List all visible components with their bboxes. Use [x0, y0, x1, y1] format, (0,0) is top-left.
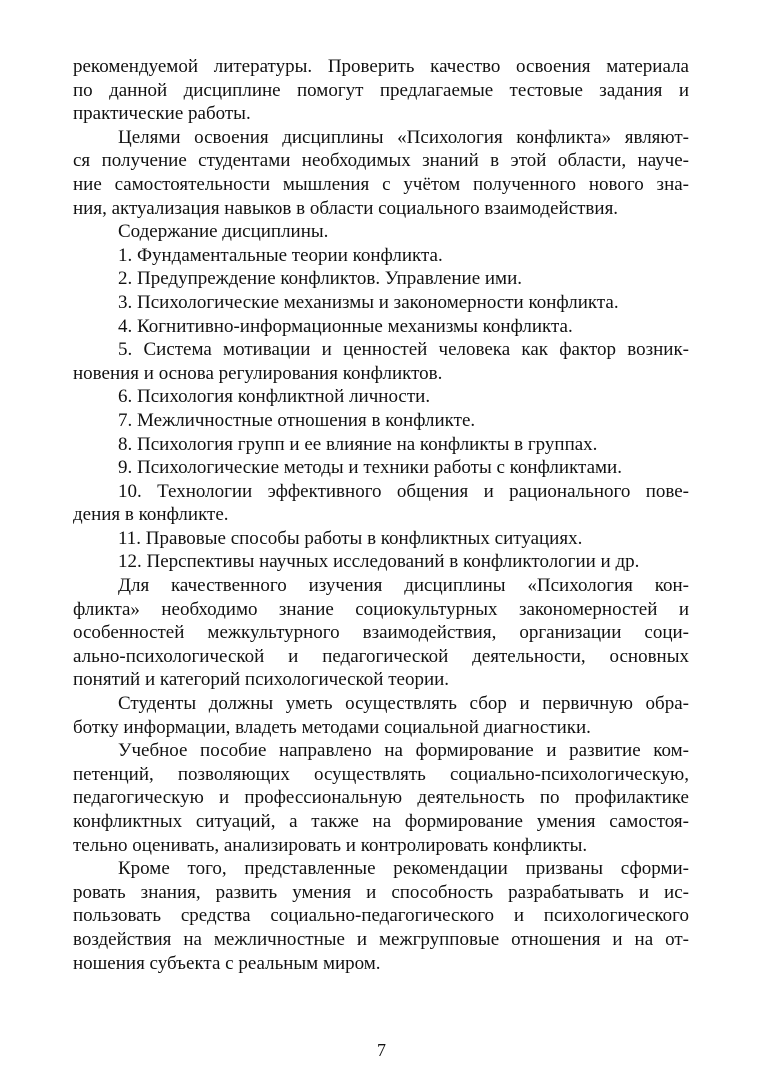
list-item [73, 291, 689, 315]
text-line: рекомендуемой литературы. Проверить качество освоения материала [73, 56, 689, 77]
text-line: 3. Психологические механизмы и закономерности конфликта. [118, 291, 619, 313]
text-line: ботку информации, владеть методами социальной диагностики. [73, 716, 591, 738]
text-line: 9. Психологические методы и техники работы с конфликтами. [118, 457, 622, 479]
page-number: 7 [377, 1040, 386, 1060]
text-line: ально-психологической и педагогической деятельности, основных [73, 645, 689, 667]
text-line: 10. Технологии эффективного общения и рационального пове- [118, 480, 689, 502]
list-item [73, 456, 689, 480]
text-line: петенций, позволяющих осуществлять социально-психологическую, [73, 763, 689, 785]
text-line: 4. Когнитивно-информационные механизмы конфликта. [118, 315, 573, 337]
list-item [73, 433, 689, 457]
list-item [73, 315, 689, 339]
text-line: ровать знания, развить умения и способность разрабатывать и ис- [73, 881, 689, 903]
list-item [73, 527, 689, 551]
text-line: 6. Психология конфликтной личности. [118, 386, 431, 408]
text-line: по данной дисциплине помогут предлагаемые тестовые задания и [73, 79, 689, 101]
paragraph [73, 857, 689, 975]
list-item [73, 244, 689, 268]
text-line: фликта» необходимо знание социокультурных закономерностей и [73, 598, 689, 620]
text-line: 12. Перспективы научных исследований в конфликтологии и др. [118, 551, 640, 573]
text-line: ние самостоятельности мышления с учётом полученного нового зна- [73, 173, 689, 195]
text-line: тельно оценивать, анализировать и контролировать конфликты. [73, 834, 588, 856]
text-line: 8. Психология групп и ее влияние на конфликты в группах. [118, 433, 598, 455]
text-line: Студенты должны уметь осуществлять сбор и первичную обра- [118, 693, 689, 715]
text-line: дения в конфликте. [73, 504, 229, 526]
document-body [73, 55, 689, 975]
text-line: ся получение студентами необходимых знаний в этой области, науче- [73, 150, 689, 172]
text-line: практические работы. [73, 103, 251, 125]
paragraph [73, 739, 689, 857]
text-line: Содержание дисциплины. [118, 221, 329, 243]
text-line: ношения субъекта с реальным миром. [73, 952, 381, 974]
list-item [73, 338, 689, 385]
text-line: 7. Межличностные отношения в конфликте. [118, 409, 476, 431]
paragraph [73, 574, 689, 692]
text-line: 5. Система мотивации и ценностей человека как фактор возник- [118, 339, 689, 361]
text-line: ния, актуализация навыков в области социального взаимодействия. [73, 197, 619, 219]
list-item [73, 409, 689, 433]
list-item [73, 267, 689, 291]
section-heading [73, 220, 689, 244]
text-line: Целями освоения дисциплины «Психология конфликта» являют- [118, 126, 689, 148]
list-item [73, 480, 689, 527]
text-line: воздействия на межличностные и межгрупповые отношения и на от- [73, 928, 689, 950]
text-line: пользовать средства социально-педагогического и психологического [73, 905, 689, 927]
text-line: 1. Фундаментальные теории конфликта. [118, 244, 443, 266]
list-item [73, 385, 689, 409]
list-item [73, 550, 689, 574]
paragraph [73, 126, 689, 220]
text-line: конфликтных ситуаций, а также на формирование умения самостоя- [73, 811, 689, 832]
text-line: понятий и категорий психологической теории. [73, 669, 450, 691]
text-line: Для качественного изучения дисциплины «Психология кон- [118, 575, 689, 597]
text-line: Кроме того, представленные рекомендации призваны сформи- [118, 858, 689, 880]
text-line: 2. Предупреждение конфликтов. Управление ими. [118, 268, 522, 290]
paragraph [73, 692, 689, 739]
text-line: 11. Правовые способы работы в конфликтных ситуациях. [118, 527, 583, 549]
text-line: особенностей межкультурного взаимодействия, организации соци- [73, 622, 689, 644]
text-line: новения и основа регулирования конфликтов. [73, 362, 443, 384]
text-line: Учебное пособие направлено на формирование и развитие ком- [118, 740, 689, 762]
paragraph [73, 55, 689, 126]
text-line: педагогическую и профессиональную деятельность по профилактике [73, 787, 689, 809]
